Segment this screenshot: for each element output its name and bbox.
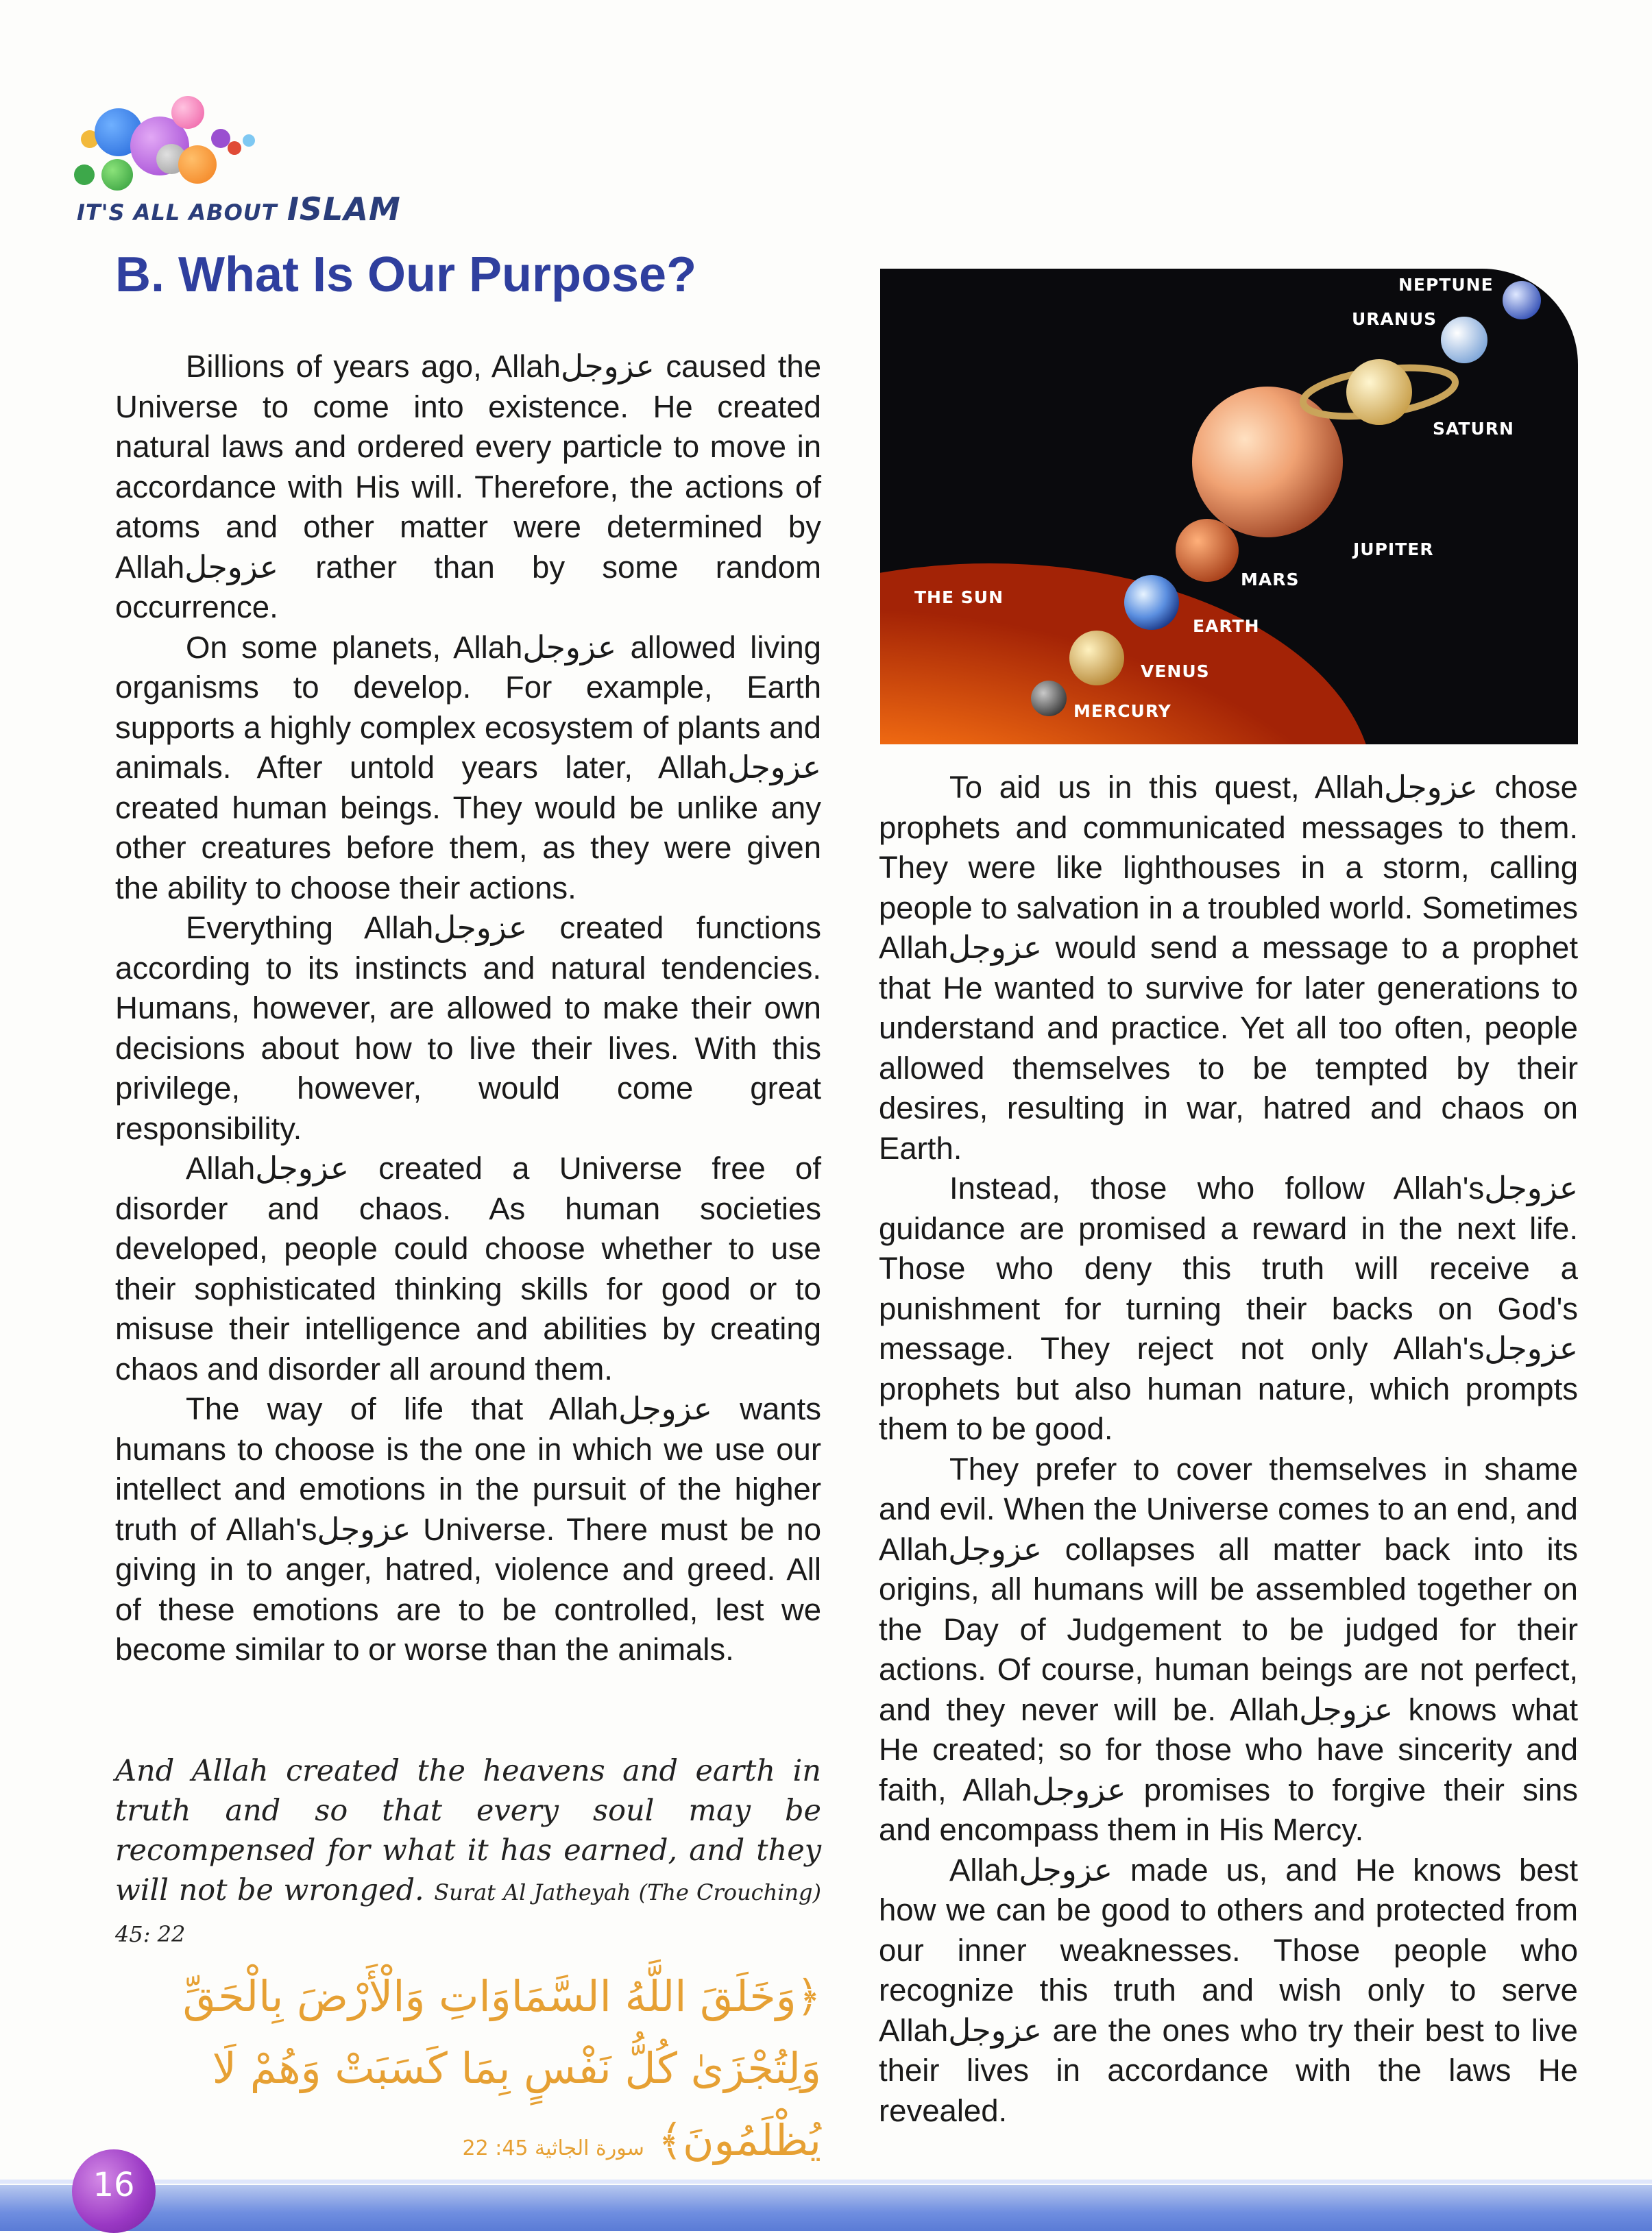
label-uranus: URANUS (1352, 309, 1437, 329)
paragraph: Everything Allahعزوجل created functions according to its instincts and natural tendencies. Humans, however, are allowed to make their own decisions about how to live their lives. With this privilege, however, would come great responsibility. (115, 910, 821, 1146)
paragraph: The way of life that Allahعزوجل wants humans to choose is the one in which we use our intellect and emotions in the pursuit of the higher truth of Allah'sعزوجل Universe. There must be no giving in to anger, hatred, violence and greed. All of these emotions are to be controlled, lest we become similar to or worse than the animals. (115, 1391, 821, 1667)
saturn (1346, 359, 1412, 425)
jupiter (1192, 387, 1343, 537)
label-mars: MARS (1241, 570, 1300, 589)
right-column (879, 768, 1578, 2131)
mercury (1031, 681, 1067, 716)
solar-system-image (880, 269, 1578, 744)
venus (1069, 631, 1124, 685)
neptune (1503, 281, 1541, 319)
label-earth: EARTH (1193, 616, 1260, 636)
paragraph: Allahعزوجل created a Universe free of disorder and chaos. As human societies developed, people could choose whether to use their sophisticated thinking skills for good or to misuse their intelligence and abilities by creating chaos and disorder all around them. (115, 1151, 821, 1387)
earth (1124, 575, 1179, 630)
quote-text: And Allah created the heavens and earth in truth and so that every soul may be recompensed for what it has earned, and they will not be wronged. (115, 1754, 821, 1907)
label-venus: VENUS (1141, 661, 1210, 681)
paragraph: Allahعزوجل made us, and He knows best how we can be good to others and protected from our inner weaknesses. Those people who recognize this truth and wish only to serve Allahعزوجل are the ones who try their best to live their lives in accordance with the laws He revealed. (879, 1852, 1578, 2128)
paragraph: Billions of years ago, Allahعزوجل caused the Universe to come into existence. He created natural laws and ordered every particle to move in accordance with His will. Therefore, the actions of atoms and other matter were determined by Allahعزوجل rather than by some random occurrence. (115, 349, 821, 624)
brand-name: ISLAM (287, 191, 401, 228)
brand-prefix: IT'S ALL ABOUT (77, 199, 278, 225)
page-number: 16 (93, 2166, 135, 2204)
paragraph: Instead, those who follow Allah'sعزوجل guidance are promised a reward in the next life. Those who deny this truth will receive a punishment for turning their backs on God's message. They reject not only Allah'sعزوجل prophets but also human nature, which prompts them to be good. (879, 1171, 1578, 1446)
mars (1176, 519, 1239, 582)
paragraph: On some planets, Allahعزوجل allowed living organisms to develop. For example, Earth supports a highly complex ecosystem of plants and animals. After untold years later, Allahعزوجل created human beings. They would be unlike any other creatures before them, as they were given the ability to choose their actions. (115, 629, 821, 905)
uranus (1441, 317, 1487, 363)
arabic-reference: سورة الجاثية 45: 22 (462, 2136, 644, 2160)
quran-quote-arabic (115, 1960, 821, 2184)
label-mercury: MERCURY (1073, 701, 1171, 721)
footer-rule (0, 2180, 1652, 2184)
label-sun: THE SUN (914, 587, 1004, 607)
paragraph: They prefer to cover themselves in shame and evil. When the Universe comes to an end, and Allahعزوجل collapses all matter back into its origins, all humans will be assembled together on the Day of Judgement to be judged for their actions. Of course, human beings are not perfect, and they never will be. Allahعزوجل knows what He created; so for those who have sincerity and faith, Allahعزوجل promises to forgive their sins and encompass them in His Mercy. (879, 1451, 1578, 1847)
quote-source: Surat Al Jatheyah (The Crouching) 45: 22 (115, 1879, 822, 1947)
label-neptune: NEPTUNE (1398, 275, 1494, 295)
quran-quote-english (115, 1751, 821, 1954)
paragraph: To aid us in this quest, Allahعزوجل chose prophets and communicated messages to them. They were like lighthouses in a storm, calling people to salvation in a troubled world. Sometimes Allahعزوجل would send a message to a prophet that He wanted to survive for later generations to understand and practice. Yet all too often, people allowed themselves to be tempted by their desires, resulting in war, hatred and chaos on Earth. (879, 770, 1578, 1166)
brand-title (77, 191, 401, 228)
footer-band (0, 2185, 1652, 2231)
label-saturn: SATURN (1433, 419, 1514, 439)
left-column (115, 347, 821, 1670)
arabic-verse: ﴿وَخَلَقَ اللَّهُ السَّمَاوَاتِ وَالْأَرْضَ بِالْحَقِّ وَلِتُجْزَىٰ كُلُّ نَفْسٍ بِمَا كَسَبَتْ وَهُمْ لَا يُظْلَمُونَ﴾ (182, 1971, 821, 2165)
label-jupiter: JUPITER (1353, 539, 1434, 559)
section-title: B. What Is Our Purpose? (115, 247, 697, 302)
